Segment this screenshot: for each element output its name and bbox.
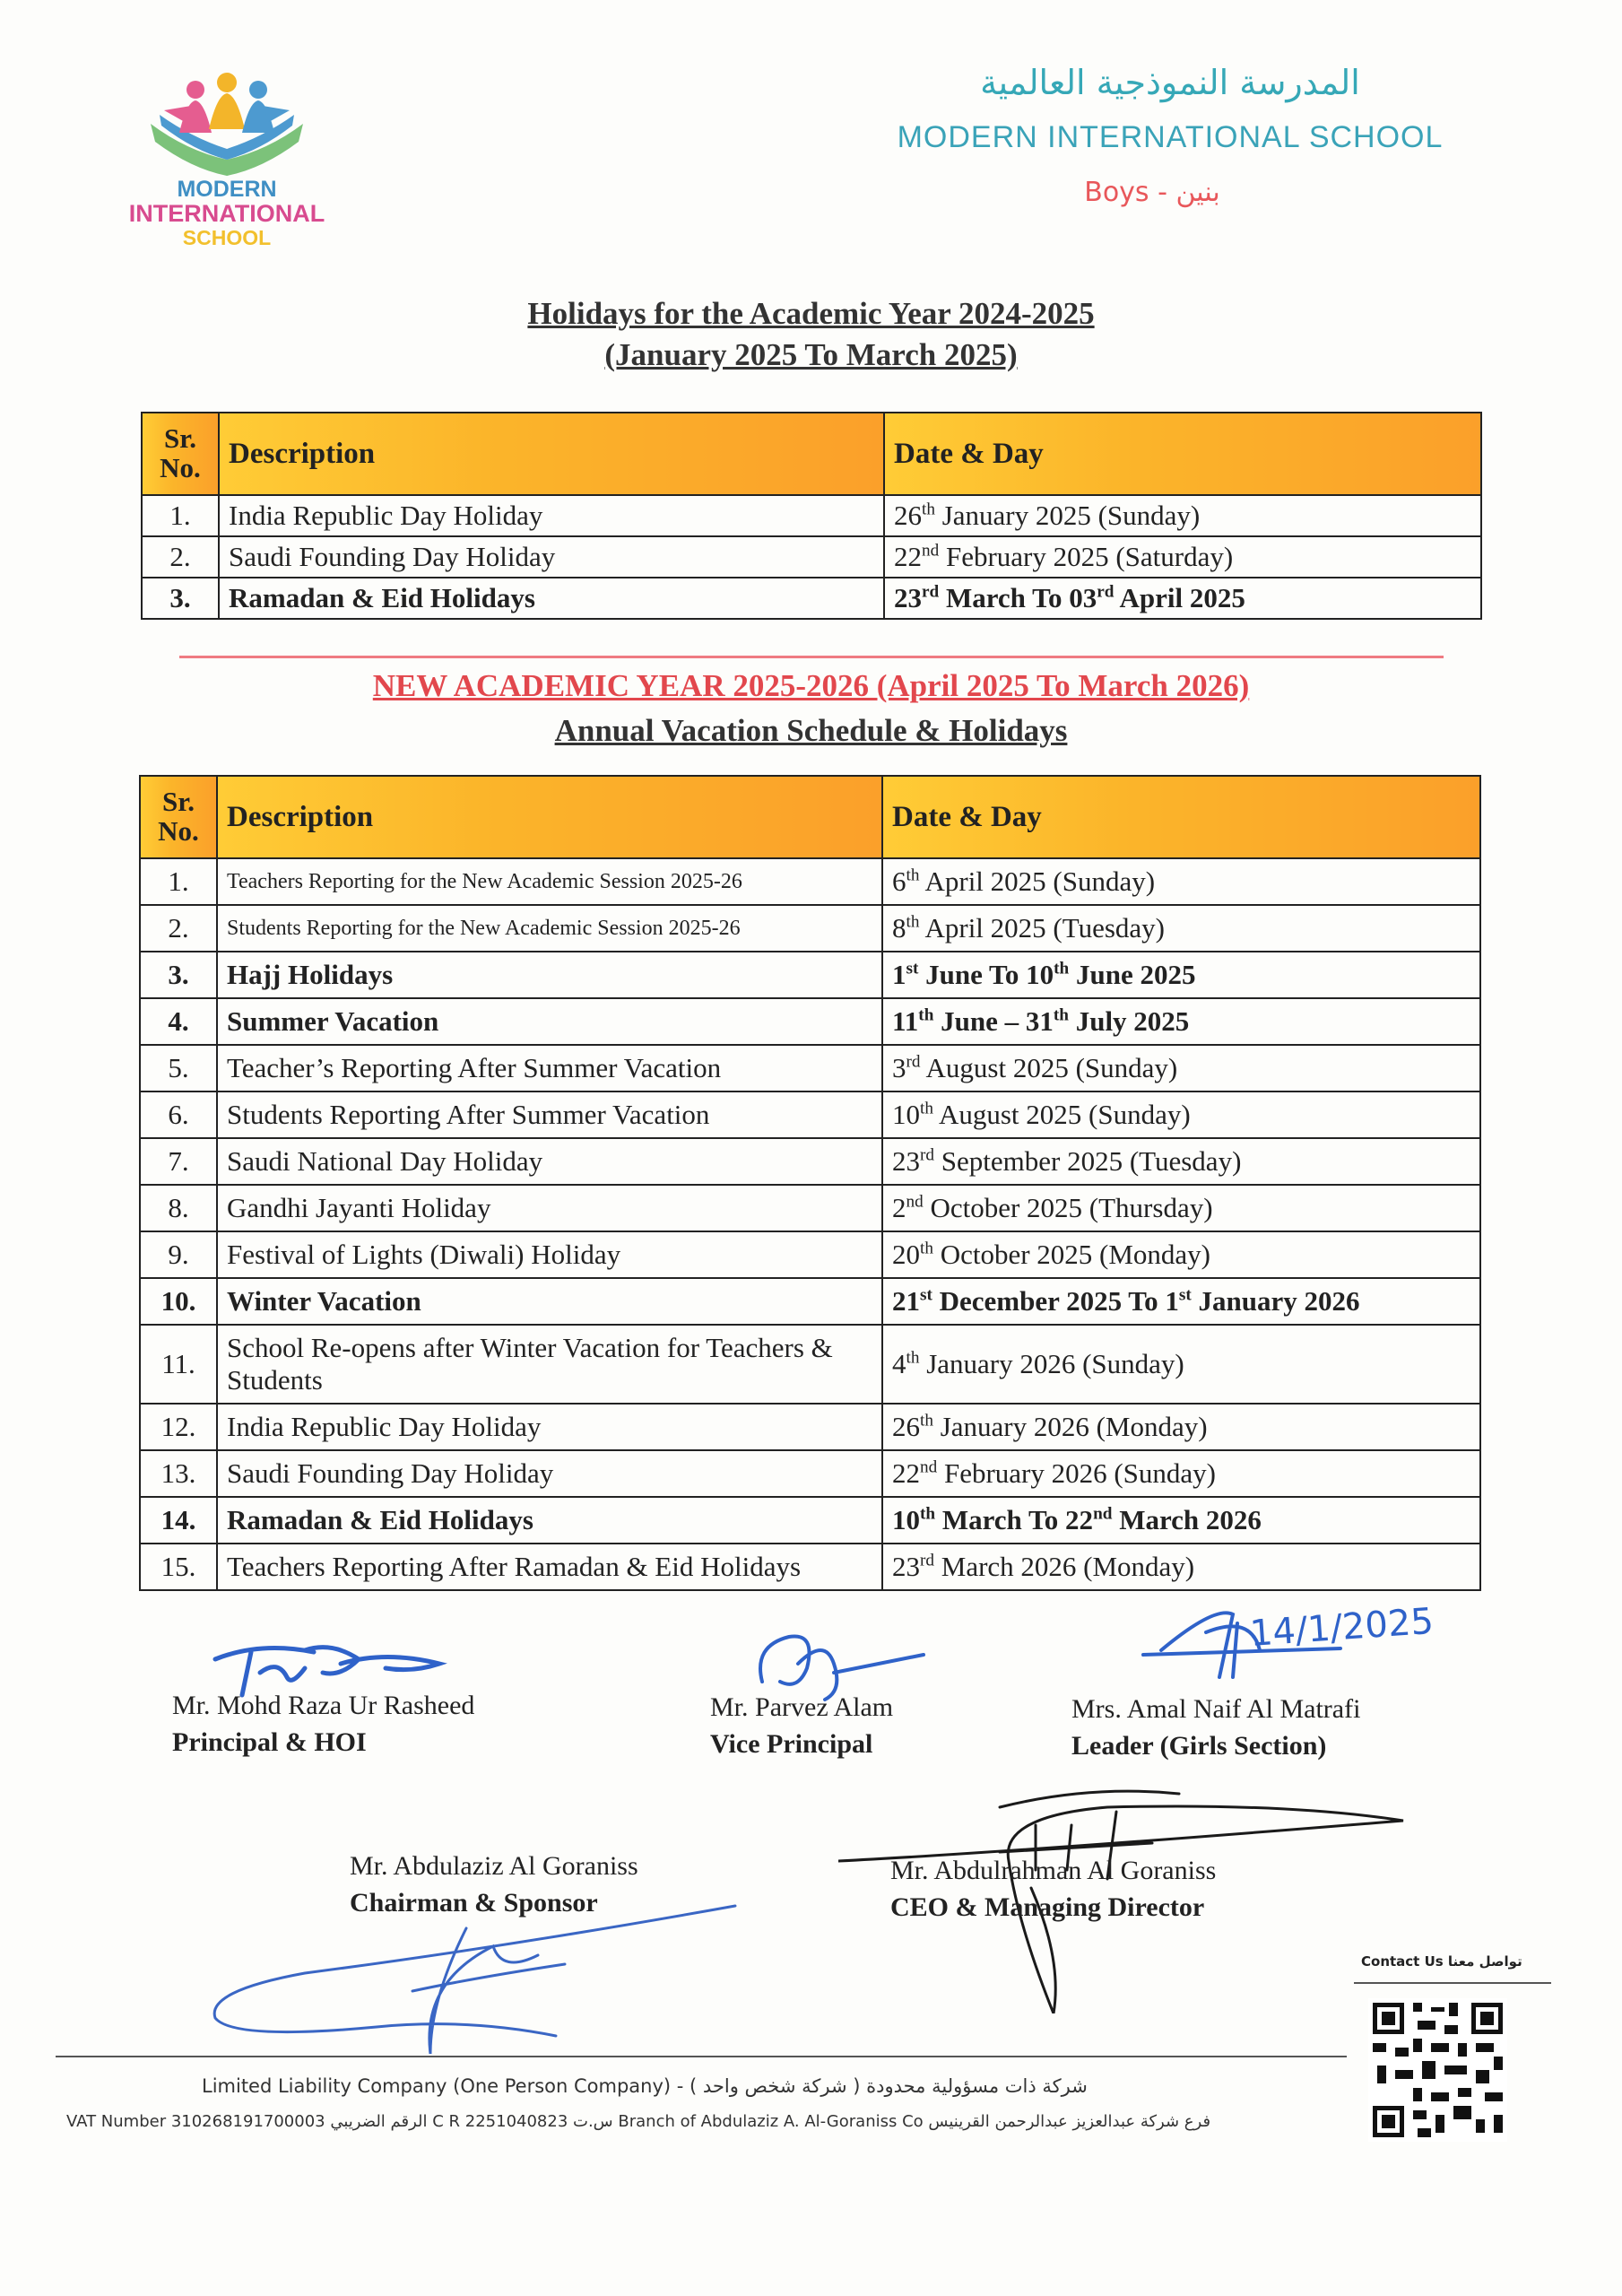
table-row bbox=[140, 952, 1480, 998]
row-date bbox=[882, 952, 1480, 998]
row-description: India Republic Day Holiday bbox=[217, 1404, 882, 1450]
logo-text-line1: MODERN bbox=[177, 177, 277, 202]
leader-signatory bbox=[1071, 1692, 1360, 1764]
ceo-signatory bbox=[890, 1853, 1216, 1926]
table-row bbox=[142, 578, 1481, 619]
date-ordinal-suffix: th bbox=[906, 912, 920, 932]
date-part: 26 bbox=[894, 500, 922, 531]
row-sr-no: 8. bbox=[140, 1185, 217, 1231]
contact-us-label: Contact Us تواصل معنا bbox=[1361, 1953, 1522, 1970]
date-part: January 2025 (Sunday) bbox=[934, 500, 1201, 531]
table-row bbox=[142, 495, 1481, 536]
section-divider bbox=[179, 656, 1444, 658]
row-sr-no: 14. bbox=[140, 1497, 217, 1544]
date-part: 4 bbox=[892, 1348, 906, 1379]
row-date bbox=[882, 905, 1480, 952]
chairman-signatory bbox=[350, 1848, 638, 1921]
school-logo bbox=[115, 70, 339, 258]
row-description: Hajj Holidays bbox=[217, 952, 882, 998]
date-part: January 2026 (Sunday) bbox=[919, 1348, 1184, 1379]
logo-text-line2: INTERNATIONAL bbox=[128, 200, 325, 228]
footer-registration-line: VAT Number 310268191700003 الرقم الضريبي C R 2251040823 س.ت Branch of Abdulaziz A. Al-Goraniss Co فرع شركة عبدالعزيز عبدالرحمن القرينيس bbox=[66, 2112, 1211, 2131]
row-description: Students Reporting After Summer Vacation bbox=[217, 1091, 882, 1138]
row-date bbox=[884, 495, 1481, 536]
current-year-holiday-table bbox=[141, 412, 1482, 620]
date-part: 21 bbox=[892, 1285, 920, 1317]
row-sr-no: 12. bbox=[140, 1404, 217, 1450]
table-row bbox=[140, 1045, 1480, 1091]
vice-principal-role: Vice Principal bbox=[710, 1728, 873, 1759]
sr-header-line2: No. bbox=[158, 815, 199, 847]
date-part: August 2025 (Sunday) bbox=[920, 1052, 1178, 1083]
row-date bbox=[884, 536, 1481, 578]
date-ordinal-suffix: st bbox=[1178, 1285, 1192, 1305]
date-part: 2 bbox=[892, 1192, 906, 1223]
row-description: India Republic Day Holiday bbox=[219, 495, 884, 536]
date-part: February 2026 (Sunday) bbox=[937, 1457, 1217, 1489]
row-description: School Re-opens after Winter Vacation for Teachers & Students bbox=[217, 1325, 882, 1404]
date-part: September 2025 (Tuesday) bbox=[934, 1145, 1242, 1177]
row-sr-no: 13. bbox=[140, 1450, 217, 1497]
table-row bbox=[142, 536, 1481, 578]
footer-divider bbox=[56, 2056, 1347, 2057]
row-date bbox=[882, 1185, 1480, 1231]
row-sr-no: 7. bbox=[140, 1138, 217, 1185]
current-year-subtitle: (January 2025 To March 2025) bbox=[604, 336, 1018, 372]
row-sr-no: 4. bbox=[140, 998, 217, 1045]
qr-code-icon bbox=[1368, 1998, 1507, 2142]
table-row bbox=[140, 1138, 1480, 1185]
school-name-arabic: المدرسة النموذجية العالمية bbox=[980, 63, 1360, 102]
table-row bbox=[140, 1091, 1480, 1138]
principal-signatory bbox=[172, 1688, 474, 1761]
row-description: Ramadan & Eid Holidays bbox=[219, 578, 884, 619]
table-row bbox=[140, 1404, 1480, 1450]
date-part: December 2025 To 1 bbox=[932, 1285, 1179, 1317]
table-header-row bbox=[140, 776, 1480, 858]
row-date bbox=[882, 1497, 1480, 1544]
date-ordinal-suffix: th bbox=[920, 1504, 936, 1524]
school-name-english: MODERN INTERNATIONAL SCHOOL bbox=[897, 120, 1444, 154]
row-sr-no: 15. bbox=[140, 1544, 217, 1590]
row-date bbox=[882, 1450, 1480, 1497]
date-ordinal-suffix: th bbox=[920, 1239, 933, 1258]
date-ordinal-suffix: th bbox=[1054, 959, 1070, 978]
table-row bbox=[140, 905, 1480, 952]
date-ordinal-suffix: th bbox=[1053, 1005, 1069, 1025]
table-row bbox=[140, 1231, 1480, 1278]
date-part: 3 bbox=[892, 1052, 906, 1083]
date-ordinal-suffix: rd bbox=[922, 582, 940, 602]
row-date bbox=[882, 1278, 1480, 1325]
sr-no-header bbox=[140, 776, 217, 858]
principal-name: Mr. Mohd Raza Ur Rasheed bbox=[172, 1691, 475, 1720]
table-row bbox=[140, 858, 1480, 905]
date-ordinal-suffix: st bbox=[920, 1285, 932, 1305]
row-sr-no: 1. bbox=[142, 495, 219, 536]
vice-principal-name: Mr. Parvez Alam bbox=[710, 1692, 894, 1722]
row-description: Teachers Reporting for the New Academic Session 2025-26 bbox=[217, 858, 882, 905]
description-header: Description bbox=[219, 413, 884, 495]
school-section: Boys - بنين bbox=[1084, 177, 1220, 208]
date-part: 23 bbox=[894, 582, 922, 613]
row-sr-no: 10. bbox=[140, 1278, 217, 1325]
row-description: Winter Vacation bbox=[217, 1278, 882, 1325]
date-part: April 2025 bbox=[1114, 582, 1245, 613]
date-part: March 2026 (Monday) bbox=[934, 1551, 1195, 1582]
date-part: June To 10 bbox=[918, 959, 1054, 990]
date-part: 22 bbox=[894, 541, 922, 572]
new-year-title-block bbox=[0, 665, 1622, 751]
date-part: 23 bbox=[892, 1145, 920, 1177]
date-part: 10 bbox=[892, 1504, 920, 1535]
table-row bbox=[140, 1450, 1480, 1497]
date-part: 6 bbox=[892, 865, 906, 897]
row-description: Saudi National Day Holiday bbox=[217, 1138, 882, 1185]
ceo-role: CEO & Managing Director bbox=[890, 1892, 1205, 1922]
date-part: March 2026 bbox=[1112, 1504, 1262, 1535]
row-description: Teachers Reporting After Ramadan & Eid Holidays bbox=[217, 1544, 882, 1590]
table-row bbox=[140, 1544, 1480, 1590]
chairman-name: Mr. Abdulaziz Al Goraniss bbox=[350, 1851, 638, 1881]
date-ordinal-suffix: rd bbox=[1097, 582, 1115, 602]
date-part: February 2025 (Saturday) bbox=[939, 541, 1234, 572]
current-year-rows bbox=[142, 495, 1481, 619]
contact-divider bbox=[1354, 1982, 1551, 1984]
table-row bbox=[140, 1185, 1480, 1231]
row-sr-no: 5. bbox=[140, 1045, 217, 1091]
row-sr-no: 3. bbox=[142, 578, 219, 619]
date-part: April 2025 (Sunday) bbox=[919, 865, 1156, 897]
row-date bbox=[882, 1091, 1480, 1138]
chairman-role: Chairman & Sponsor bbox=[350, 1887, 598, 1918]
book-with-children-logo-icon bbox=[142, 70, 312, 178]
date-part: 10 bbox=[892, 1099, 920, 1130]
row-sr-no: 2. bbox=[142, 536, 219, 578]
date-part: July 2025 bbox=[1068, 1005, 1190, 1037]
principal-role: Principal & HOI bbox=[172, 1726, 367, 1757]
date-part: April 2025 (Tuesday) bbox=[919, 912, 1165, 944]
row-date bbox=[882, 858, 1480, 905]
date-part: 20 bbox=[892, 1239, 920, 1270]
date-part: January 2026 (Monday) bbox=[932, 1411, 1208, 1442]
date-ordinal-suffix: rd bbox=[920, 1145, 934, 1165]
date-ordinal-suffix: nd bbox=[906, 1192, 924, 1212]
date-part: August 2025 (Sunday) bbox=[932, 1099, 1191, 1130]
sr-header-line1: Sr. bbox=[164, 422, 196, 455]
date-ordinal-suffix: nd bbox=[1093, 1504, 1113, 1524]
date-ordinal-suffix: th bbox=[922, 500, 935, 519]
new-year-holiday-table bbox=[139, 775, 1481, 1591]
row-description: Gandhi Jayanti Holiday bbox=[217, 1185, 882, 1231]
date-ordinal-suffix: th bbox=[918, 1005, 934, 1025]
leader-role: Leader (Girls Section) bbox=[1071, 1730, 1327, 1761]
row-date bbox=[884, 578, 1481, 619]
date-ordinal-suffix: th bbox=[920, 1411, 933, 1431]
row-date bbox=[882, 1231, 1480, 1278]
school-header bbox=[861, 63, 1479, 208]
date-ordinal-suffix: th bbox=[906, 1348, 920, 1368]
current-year-title-block bbox=[0, 293, 1622, 375]
date-part: October 2025 (Monday) bbox=[932, 1239, 1210, 1270]
row-description: Festival of Lights (Diwali) Holiday bbox=[217, 1231, 882, 1278]
sr-header-line2: No. bbox=[160, 452, 201, 483]
date-part: March To 03 bbox=[939, 582, 1097, 613]
row-description: Summer Vacation bbox=[217, 998, 882, 1045]
leader-handwritten-date: 14/1/2025 bbox=[1248, 1600, 1436, 1655]
row-description: Teacher’s Reporting After Summer Vacation bbox=[217, 1045, 882, 1091]
row-sr-no: 9. bbox=[140, 1231, 217, 1278]
table-row bbox=[140, 1325, 1480, 1404]
table-row bbox=[140, 1497, 1480, 1544]
footer-company-line: Limited Liability Company (One Person Company) - ( شركة ذات مسؤولية محدودة ( شركة شخص واحد bbox=[202, 2075, 1088, 2097]
date-ordinal-suffix: rd bbox=[906, 1052, 921, 1072]
row-description: Ramadan & Eid Holidays bbox=[217, 1497, 882, 1544]
date-part: 8 bbox=[892, 912, 906, 944]
row-sr-no: 6. bbox=[140, 1091, 217, 1138]
row-date bbox=[882, 1325, 1480, 1404]
row-description: Saudi Founding Day Holiday bbox=[219, 536, 884, 578]
row-date bbox=[882, 1045, 1480, 1091]
row-sr-no: 2. bbox=[140, 905, 217, 952]
current-year-title: Holidays for the Academic Year 2024-2025 bbox=[527, 296, 1095, 331]
date-part: January 2026 bbox=[1191, 1285, 1360, 1317]
row-date bbox=[882, 1544, 1480, 1590]
date-ordinal-suffix: st bbox=[906, 959, 919, 978]
date-part: 1 bbox=[892, 959, 906, 990]
date-part: June 2025 bbox=[1069, 959, 1196, 990]
row-sr-no: 1. bbox=[140, 858, 217, 905]
table-header-row bbox=[142, 413, 1481, 495]
row-sr-no: 3. bbox=[140, 952, 217, 998]
vice-principal-signatory bbox=[710, 1690, 893, 1762]
new-year-subtitle: Annual Vacation Schedule & Holidays bbox=[554, 712, 1068, 748]
date-part: 26 bbox=[892, 1411, 920, 1442]
leader-name: Mrs. Amal Naif Al Matrafi bbox=[1071, 1694, 1361, 1724]
date-part: 23 bbox=[892, 1551, 920, 1582]
sr-header-line1: Sr. bbox=[162, 786, 195, 818]
leader-signature-icon bbox=[1134, 1596, 1493, 1686]
date-header: Date & Day bbox=[884, 413, 1481, 495]
date-header: Date & Day bbox=[882, 776, 1480, 858]
ceo-name: Mr. Abdulrahman Al Goraniss bbox=[890, 1856, 1217, 1885]
description-header: Description bbox=[217, 776, 882, 858]
date-part: June – 31 bbox=[933, 1005, 1054, 1037]
row-date bbox=[882, 1138, 1480, 1185]
row-date bbox=[882, 1404, 1480, 1450]
logo-text-line3: SCHOOL bbox=[182, 225, 272, 249]
row-description: Students Reporting for the New Academic Session 2025-26 bbox=[217, 905, 882, 952]
date-ordinal-suffix: nd bbox=[920, 1457, 938, 1477]
row-sr-no: 11. bbox=[140, 1325, 217, 1404]
row-date bbox=[882, 998, 1480, 1045]
date-ordinal-suffix: rd bbox=[920, 1551, 934, 1570]
sr-no-header bbox=[142, 413, 219, 495]
row-description: Saudi Founding Day Holiday bbox=[217, 1450, 882, 1497]
table-row bbox=[140, 998, 1480, 1045]
date-part: October 2025 (Thursday) bbox=[923, 1192, 1213, 1223]
date-ordinal-suffix: nd bbox=[922, 541, 940, 561]
date-ordinal-suffix: th bbox=[906, 865, 920, 885]
date-ordinal-suffix: th bbox=[920, 1099, 933, 1118]
new-year-rows bbox=[140, 858, 1480, 1590]
date-part: 11 bbox=[892, 1005, 919, 1037]
new-year-title: NEW ACADEMIC YEAR 2025-2026 (April 2025 To March 2026) bbox=[372, 668, 1250, 703]
date-part: 22 bbox=[892, 1457, 920, 1489]
table-row bbox=[140, 1278, 1480, 1325]
date-part: March To 22 bbox=[935, 1504, 1094, 1535]
